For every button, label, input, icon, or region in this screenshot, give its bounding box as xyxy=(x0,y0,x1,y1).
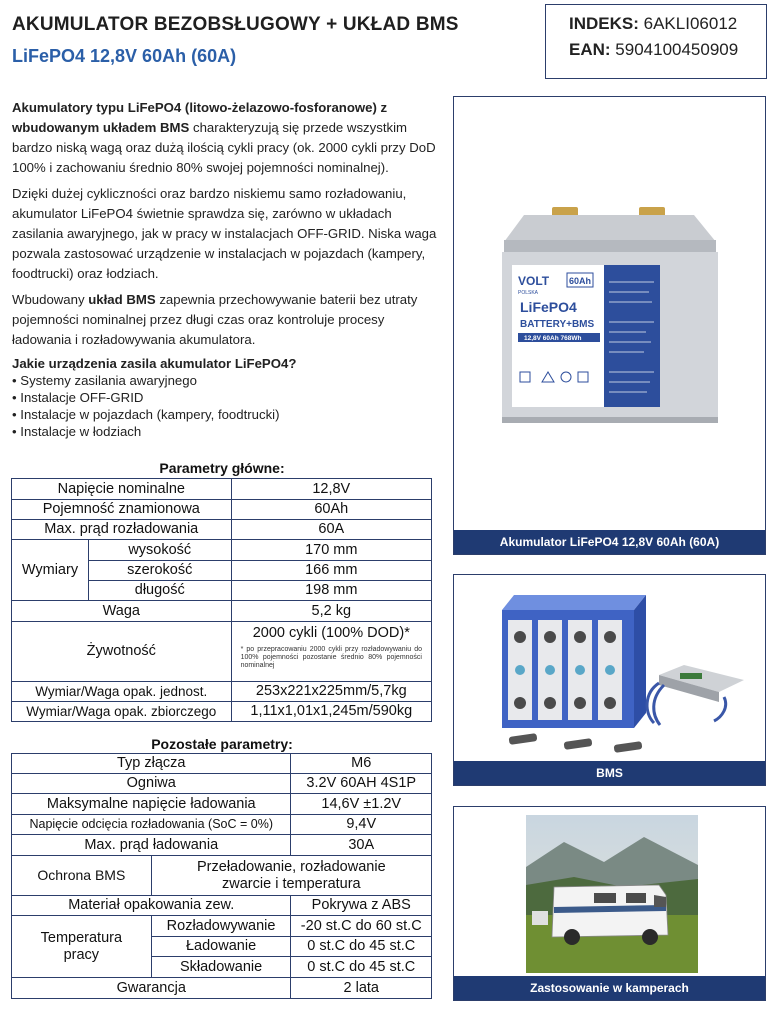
temp-label xyxy=(12,916,152,978)
uses-list xyxy=(12,372,444,440)
desc-p1-rest: charakteryzują się przede wszystkim bardzo niską wagą oraz dużą ilością cykli pracy (ok. 2000 cykli przy DoD 100% i zachowaniu średnio 80% swojej pojemności nominalnej). xyxy=(12,120,436,175)
camper-photo-panel xyxy=(453,806,766,1001)
max-charge-current-label: Max. prąd ładowania xyxy=(12,835,291,856)
max-charge-voltage-value: 14,6V ±1.2V xyxy=(291,794,432,815)
battery-photo-panel xyxy=(453,96,766,555)
cutoff-value: 9,4V xyxy=(291,815,432,835)
bms-value-line-1: Przeładowanie, rozładowanie xyxy=(197,858,386,875)
pack-bulk-label: Wymiar/Waga opak. zbiorczego xyxy=(12,702,232,722)
discharge-value: 60A xyxy=(231,520,431,540)
camper-caption: Zastosowanie w kamperach xyxy=(454,976,765,1000)
connector-label: Typ złącza xyxy=(12,754,291,774)
temp-charge-value: 0 st.C do 45 st.C xyxy=(291,937,432,957)
cell-value: 3.2V 60AH 4S1P xyxy=(291,774,432,794)
index-value: 6AKLI06012 xyxy=(643,14,738,33)
list-item: • Instalacje OFF-GRID xyxy=(12,389,444,406)
bms-chip xyxy=(680,673,702,679)
list-item: • Systemy zasilania awaryjnego xyxy=(12,372,444,389)
battery-spec: 12,8V 60Ah 768Wh xyxy=(524,335,582,342)
index-label: INDEKS: xyxy=(569,14,639,33)
desc-p3-bold: układ BMS xyxy=(88,292,156,307)
bms-label: Ochrona BMS xyxy=(12,856,152,896)
width-value: 166 mm xyxy=(231,561,431,581)
cell-pack-top xyxy=(502,595,646,610)
life-label: Żywotność xyxy=(12,622,232,682)
pack-unit-value: 253x221x225mm/5,7kg xyxy=(231,682,431,702)
battery-chem: LiFePO4 xyxy=(520,299,577,315)
warranty-label: Gwarancja xyxy=(12,978,291,999)
bms-value-line-2: zwarcie i temperatura xyxy=(222,875,361,892)
temp-label-line-1: Temperatura xyxy=(40,929,123,946)
other-params-table xyxy=(11,753,432,999)
main-params-title: Parametry główne: xyxy=(159,460,285,476)
connector-value: M6 xyxy=(291,754,432,774)
desc-p3-pre: Wbudowany xyxy=(12,292,89,307)
page-subtitle: LiFePO4 12,8V 60Ah (60A) xyxy=(12,46,237,66)
battery-brand-sub: POLSKA xyxy=(518,290,539,296)
ean-value: 5904100450909 xyxy=(615,40,739,59)
ean-label: EAN: xyxy=(569,40,611,59)
voltage-label: Napięcie nominalne xyxy=(12,479,232,500)
cell-pack xyxy=(502,595,646,728)
life-cell xyxy=(231,622,431,682)
pack-material-value: Pokrywa z ABS xyxy=(291,896,432,916)
weight-value: 5,2 kg xyxy=(231,601,431,622)
cell-pack-side xyxy=(634,595,646,728)
camper-window xyxy=(626,893,646,903)
page-title: AKUMULATOR BEZOBSŁUGOWY + UKŁAD BMS xyxy=(12,14,459,35)
bms-illustration xyxy=(454,575,767,763)
temp-discharge-value: -20 st.C do 60 st.C xyxy=(291,916,432,937)
bms-value xyxy=(151,856,431,896)
capacity-label: Pojemność znamionowa xyxy=(12,500,232,520)
max-charge-voltage-label: Maksymalne napięcie ładowania xyxy=(12,794,291,815)
other-params-title: Pozostałe parametry: xyxy=(151,736,293,752)
background-caravan xyxy=(532,911,548,925)
camper-window xyxy=(594,893,616,903)
camper-wheel xyxy=(564,929,580,945)
width-label: szerokość xyxy=(88,561,231,581)
desc-p2: Dzięki dużej cykliczności oraz bardzo niskiemu samo rozładowaniu, akumulator LiFePO4 świetnie sprawdza się, zarówno w układach zasilania awaryjnego, jak w pracy w instalacjach OFF-GRID. Niska waga pozwala zastosować urządzenie w instalacjach w pojazdach (kampery, foodtrucki) oraz łodziach. xyxy=(12,186,437,281)
bms-board xyxy=(659,665,744,702)
voltage-value: 12,8V xyxy=(231,479,431,500)
main-params-table xyxy=(11,478,432,722)
desc-p1-bold: Akumulatory typu LiFePO4 (litowo-żelazowo-fosforanowe) z wbudowanym układem BMS xyxy=(12,100,388,135)
temp-storage-value: 0 st.C do 45 st.C xyxy=(291,957,432,978)
camper-wheel xyxy=(642,929,658,945)
warranty-value: 2 lata xyxy=(291,978,432,999)
cell-label: Ogniwa xyxy=(12,774,291,794)
capacity-badge: 60Ah xyxy=(569,276,592,286)
camper-windshield xyxy=(654,895,666,907)
life-value: 2000 cykli (100% DOD)* xyxy=(252,625,410,641)
battery-brand: VOLT xyxy=(518,274,550,288)
max-charge-current-value: 30A xyxy=(291,835,432,856)
length-label: długość xyxy=(88,581,231,601)
pack-bulk-value: 1,11x1,01x1,245m/590kg xyxy=(231,702,431,722)
height-value: 170 mm xyxy=(231,540,431,561)
dims-label: Wymiary xyxy=(12,540,89,601)
battery-lid-edge xyxy=(504,240,716,254)
length-value: 198 mm xyxy=(231,581,431,601)
temp-label-line-2: pracy xyxy=(63,946,100,963)
bus-bars xyxy=(509,733,643,753)
battery-illustration xyxy=(454,97,767,532)
desc-p3-rest: zapewnia przechowywanie baterii bez utraty pojemności nominalnej przez długi czas oraz kontroluje procesy ładowania i rozładowywania akumulatora. xyxy=(12,292,418,347)
temp-storage-label: Składowanie xyxy=(151,957,291,978)
capacity-value: 60Ah xyxy=(231,500,431,520)
battery-base xyxy=(502,417,718,423)
cutoff-label: Napięcie odcięcia rozładowania (SoC = 0%) xyxy=(12,815,291,835)
camper-van xyxy=(552,885,668,945)
discharge-label: Max. prąd rozładowania xyxy=(12,520,232,540)
bms-photo-panel xyxy=(453,574,766,786)
height-label: wysokość xyxy=(88,540,231,561)
camper-illustration xyxy=(454,807,767,978)
pack-material-label: Materiał opakowania zew. xyxy=(12,896,291,916)
product-description xyxy=(12,98,444,440)
list-item: • Instalacje w łodziach xyxy=(12,423,444,440)
uses-question: Jakie urządzenia zasila akumulator LiFePO4? xyxy=(12,356,297,371)
battery-type: BATTERY+BMS xyxy=(520,319,595,330)
product-codes-box xyxy=(545,4,767,79)
battery-lid xyxy=(504,215,716,242)
temp-discharge-label: Rozładowywanie xyxy=(151,916,291,937)
battery-label-spec-strip xyxy=(604,265,660,407)
pack-unit-label: Wymiar/Waga opak. jednost. xyxy=(12,682,232,702)
list-item: • Instalacje w pojazdach (kampery, foodtrucki) xyxy=(12,406,444,423)
life-footnote: * po przepracowaniu 2000 cykli przy rozładowywaniu do 100% pojemności pozostanie średnio 80% pojemności nominalnej xyxy=(240,646,422,669)
battery-caption: Akumulator LiFePO4 12,8V 60Ah (60A) xyxy=(454,530,765,554)
bms-caption: BMS xyxy=(454,761,765,785)
weight-label: Waga xyxy=(12,601,232,622)
temp-charge-label: Ładowanie xyxy=(151,937,291,957)
